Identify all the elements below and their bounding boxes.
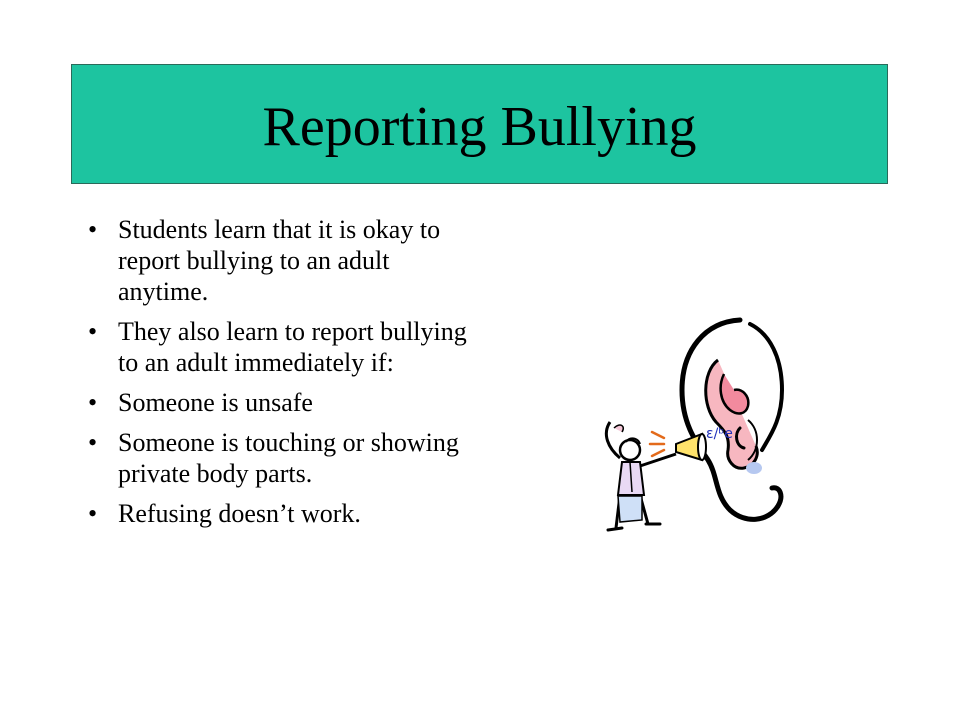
bullet-item xyxy=(88,387,468,418)
bullet-dot: • xyxy=(88,388,98,417)
bullet-dot: • xyxy=(88,317,98,346)
bullet-text: Students learn that it is okay to report bullying to an adult anytime. xyxy=(118,215,441,306)
bullet-item xyxy=(88,427,468,489)
bullet-list xyxy=(88,214,468,538)
title-banner xyxy=(71,64,888,184)
bullet-item xyxy=(88,316,468,378)
bullet-dot: • xyxy=(88,499,98,528)
svg-text:ε/ᵇe: ε/ᵇe xyxy=(706,426,733,442)
bullet-item xyxy=(88,498,468,529)
bullet-dot: • xyxy=(88,428,98,457)
slide-title: Reporting Bullying xyxy=(262,96,697,158)
bullet-text: Refusing doesn’t work. xyxy=(118,499,361,528)
bullet-text: Someone is unsafe xyxy=(118,388,313,417)
bullet-text: Someone is touching or showing private body parts. xyxy=(118,428,459,488)
ear-megaphone-icon xyxy=(590,310,790,540)
bullet-item xyxy=(88,214,468,307)
bullet-dot: • xyxy=(88,215,98,244)
bullet-text: They also learn to report bullying to an adult immediately if: xyxy=(118,317,467,377)
